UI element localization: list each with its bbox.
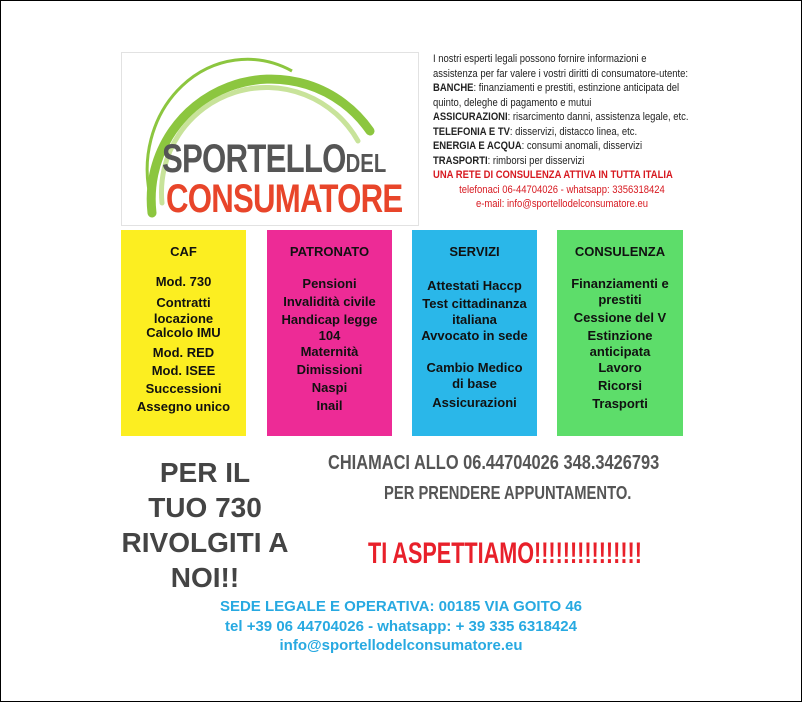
logo-title-bottom: CONSUMATORE <box>166 177 403 221</box>
column-item: Cessione del V <box>573 310 667 325</box>
column-consulenza <box>557 230 683 436</box>
promo-text <box>110 455 300 595</box>
column-item: Ricorsi <box>597 378 643 393</box>
info-item-energia: ENERGIA E ACQUA: consumi anomali, disservizi <box>433 140 643 152</box>
info-item-telefonia: TELEFONIA E TV: disservizi, distacco linea, etc. <box>433 125 638 138</box>
column-item: Cambio Medico di base <box>426 360 523 391</box>
promo-line: TUO 730 <box>148 492 262 523</box>
footer-address: SEDE LEGALE E OPERATIVA: 00185 VIA GOITO 46 <box>219 598 583 615</box>
promo-line: RIVOLGITI A <box>121 527 289 558</box>
footer <box>150 597 652 656</box>
column-item: Assegno unico <box>136 399 231 414</box>
column-item: Invalidità civile <box>283 294 376 309</box>
column-item: Test cittadinanza italiana <box>422 296 527 327</box>
column-item: Attestati Haccp <box>427 278 522 293</box>
footer-email[interactable]: info@sportellodelconsumatore.eu <box>279 637 523 654</box>
info-item-assicurazioni: ASSICURAZIONI: risarcimento danni, assistenza legale, etc. <box>433 111 689 123</box>
column-title: CONSULENZA <box>574 244 666 259</box>
column-item: Finanziamenti e prestiti <box>571 276 669 307</box>
promo-line: NOI!! <box>170 562 240 593</box>
column-item: Successioni <box>145 381 222 396</box>
logo <box>121 52 419 226</box>
column-item: Estinzione anticipata <box>587 328 653 359</box>
wait-slogan: TI ASPETTIAMO!!!!!!!!!!!!!!! <box>368 537 642 570</box>
info-item-banche: BANCHE: finanziamenti e prestiti, estinzione anticipata del quinto, deleghe di pagamento e mutui <box>433 82 680 109</box>
column-item: Avvocato in sede <box>421 328 528 343</box>
column-item: Naspi <box>311 380 348 395</box>
column-title: PATRONATO <box>289 244 370 259</box>
column-item: Assicurazioni <box>432 395 517 410</box>
column-caf <box>121 230 246 436</box>
column-item: Handicap legge 104 <box>281 312 378 343</box>
column-item: Mod. RED <box>152 345 215 360</box>
promo-line: PER IL <box>159 457 251 488</box>
column-patronato <box>267 230 392 436</box>
call-appointment: PER PRENDERE APPUNTAMENTO. <box>384 483 632 503</box>
column-item: Dimissioni <box>296 362 363 377</box>
column-servizi <box>412 230 537 436</box>
column-item: Calcolo IMU <box>146 325 221 340</box>
column-item: Contratti locazione <box>153 295 214 326</box>
column-item: Mod. ISEE <box>151 363 216 378</box>
column-item: Trasporti <box>592 396 648 411</box>
call-phones: CHIAMACI ALLO 06.44704026 348.3426793 <box>328 452 660 474</box>
column-title: SERVIZI <box>449 244 500 259</box>
info-item-trasporti: TRASPORTI: rimborsi per disservizi <box>433 154 585 167</box>
column-item: Inail <box>316 398 343 413</box>
info-intro: I nostri esperti legali possono fornire informazioni e assistenza per far valere i vostri diritti di consumatore-utente: <box>433 53 689 80</box>
column-item: Pensioni <box>302 276 357 291</box>
info-network: UNA RETE DI CONSULENZA ATTIVA IN TUTTA ITALIA <box>433 169 673 181</box>
info-email: e-mail: info@sportellodelconsumatore.eu <box>475 198 649 210</box>
column-item: Maternità <box>300 344 359 359</box>
logo-title-top: SPORTELLODEL <box>162 137 387 181</box>
info-text <box>433 52 691 212</box>
column-item: Mod. 730 <box>155 274 212 289</box>
info-phones: telefonaci 06-44704026 - whatsapp: 3356318424 <box>459 183 665 196</box>
column-item: Lavoro <box>598 360 642 375</box>
column-title: CAF <box>170 244 197 259</box>
footer-phones: tel +39 06 44704026 - whatsapp: + 39 335 6318424 <box>225 617 577 635</box>
